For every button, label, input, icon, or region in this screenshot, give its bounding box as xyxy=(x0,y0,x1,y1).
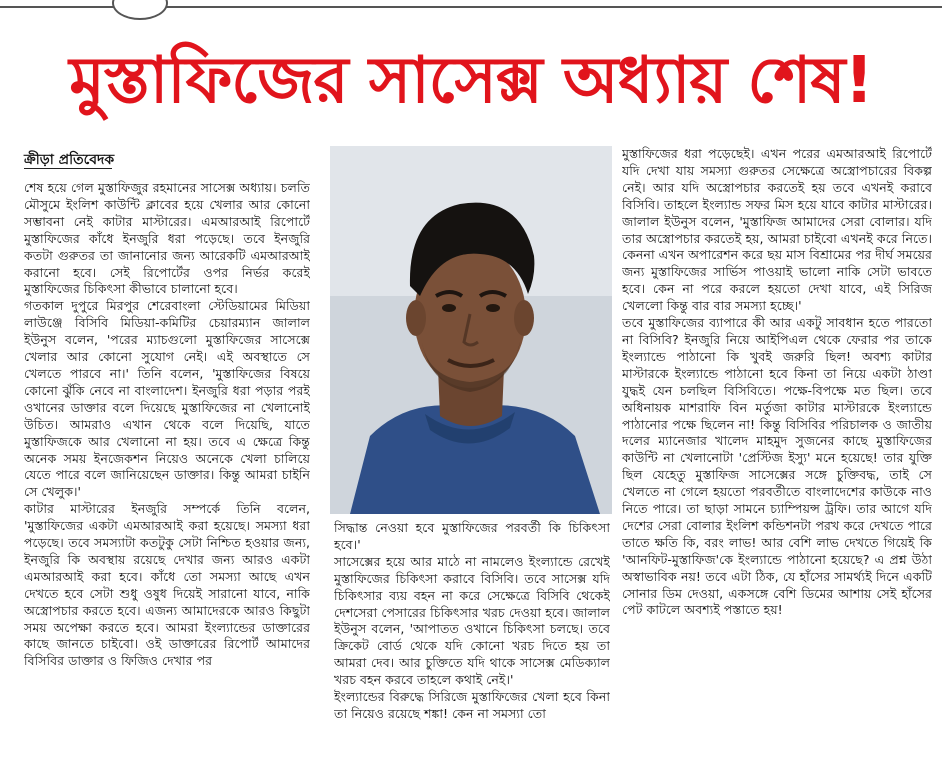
top-ornament xyxy=(112,0,168,20)
paragraph: কাটার মাস্টারের ইনজুরি সম্পর্কে তিনি বলেন, 'মুস্তাফিজের একটা এমআরআই করা হয়েছে। সমস্যা ধরা পড়েছে। তবে সমস্যাটা কতটুকু সেটা নিশ্চিত হওয়ার জন্য, ইনজুরি কি অবস্থায় রয়েছে দেখার জন্য আরও একটা এমআরআই করা হবে। কাঁধে তো সমস্যা আছে এখন দেখতে হবে সেটা শুধু ওষুধ দিয়েই সারানো যাবে, নাকি অস্ত্রোপচার করতে হবে। এজন্য আমাদেরকে আরও কিছুটা সময় অপেক্ষা করতে হবে। আমরা ইংল্যান্ডের ডাক্তারের কাছে জানতে চাইবো। ওই ডাক্তারের রিপোর্ট আমাদের বিসিবির ডাক্তার ও ফিজিও দেখার পর xyxy=(24,501,310,669)
paragraph: ইংল্যান্ডের বিরুদ্ধে সিরিজে মুস্তাফিজের খেলা হবে কিনা তা নিয়েও রয়েছে শঙ্কা! কেন না সমস্যা তো xyxy=(334,689,610,721)
player-portrait-illustration xyxy=(330,146,612,514)
paragraph: সাসেক্সের হয়ে আর মাঠে না নামলেও ইংল্যান্ডে রেখেই মুস্তাফিজের চিকিৎসা করাবে বিসিবি। তবে সাসেক্স যদি চিকিৎসার ব্যয় বহন না করে সেক্ষেত্রে বিসিবি থেকেই দেশসেরা পেসারের চিকিৎসার খরচ দেওয়া হবে। জালাল ইউনুস বলেন, 'আপাতত ওখানে চিকিৎসা চলছে। তবে ক্রিকেট বোর্ড থেকে যদি কোনো খরচ দিতে হয় তা আমরা দেব। আর চুক্তিতে যদি থাকে সাসেক্স মেডিক্যাল খরচ বহন করবে তাহলে কথাই নেই।' xyxy=(334,553,610,688)
paragraph: সিদ্ধান্ত নেওয়া হবে মুস্তাফিজের পরবর্তী কি চিকিৎসা হবে।' xyxy=(334,520,610,552)
paragraph: শেষ হয়ে গেল মুস্তাফিজুর রহমানের সাসেক্স অধ্যায়। চলতি মৌসুমে ইংলিশ কাউন্টি ক্লাবের হয়ে খেলার আর কোনো সম্ভাবনা নেই কাটার মাস্টারের। এমআরআই রিপোর্টে মুস্তাফিজের কাঁধে ইনজুরি ধরা পড়েছে। তবে ইনজুরি কতটা গুরুতর তা জানানোর জন্য আরেকটি এমআরআই করানো হবে। সেই রিপোর্টের ওপর নির্ভর করেই মুস্তাফিজের চিকিৎসা কীভাবে চালানো হবে। xyxy=(24,180,310,297)
article-column-2 xyxy=(334,520,610,766)
byline: ক্রীড়া প্রতিবেদক xyxy=(24,152,115,168)
paragraph: গতকাল দুপুরে মিরপুর শেরেবাংলা স্টেডিয়ামের মিডিয়া লাউঞ্জে বিসিবি মিডিয়া-কমিটির চেয়ারম্যান জালাল ইউনুস বলেন, 'পরের ম্যাচগুলো মুস্তাফিজের সাসেক্সে খেলার আর কোনো সুযোগ নেই। এই অবস্থাতে সে খেলতে পারবে না।' তিনি বলেন, 'মুস্তাফিজের বিষয়ে কোনো ঝুঁকি নেবে না বাংলাদেশ। ইনজুরি ধরা পড়ার পরই ওখানের ডাক্তার বলে দিয়েছে মুস্তাফিজের না খেলানোই উচিত। আমরাও এখান থেকে বলে দিয়েছি, যাতে মুস্তাফিজকে আর খেলানো না হয়। তবে এ ক্ষেত্রে কিন্তু অনেক সময় ইনজেকশন নিয়েও অনেকে খেলা চালিয়ে যেতে পারে বলে জানিয়েছেন ডাক্তার। কিন্তু আমরা চাইনি সে খেলুক।' xyxy=(24,298,310,500)
paragraph: মুস্তাফিজের ধরা পড়েছেই। এখন পরের এমআরআই রিপোর্টে যদি দেখা যায় সমস্যা গুরুতর সেক্ষেত্রে অস্ত্রোপচারের বিকল্প নেই। আর যদি অস্ত্রোপচার করতেই হয় তবে এখনই করাবে বিসিবি। তাহলে ইংল্যান্ড সফর মিস হয়ে যাবে কাটার মাস্টারের। জালাল ইউনুস বলেন, 'মুস্তাফিজ আমাদের সেরা বোলার। যদি তার অস্ত্রোপচার করতেই হয়, আমরা চাইবো এখনই করে নিতে। কেননা এখন অপারেশন করে ছয় মাস বিশ্রামের পর দীর্ঘ সময়ের জন্য মুস্তাফিজের সার্ভিস পাওয়াই ভালো নাকি সেটা ভাবতে হবে। কেন না পরে করলে হয়তো দেখা যাবে, এই সিরিজ খেললো কিন্তু বার বার সমস্যা হচ্ছে।' xyxy=(622,146,932,314)
headline: মুস্তাফিজের সাসেক্স অধ্যায় শেষ! xyxy=(69,44,873,118)
byline-underline xyxy=(24,168,112,169)
paragraph: তবে মুস্তাফিজের ব্যাপারে কী আর একটু সাবধান হতে পারতো না বিসিবি? ইনজুরি নিয়ে আইপিএল থেকে ফেরার পর তাকে ইংল্যান্ডে পাঠানো কি খুবই জরুরি ছিল! অবশ্য কাটার মাস্টারকে ইংল্যান্ডে পাঠানো হবে কিনা তা নিয়ে একটা ঠাণ্ডা যুদ্ধই যেন চলছিল বিসিবিতে। পক্ষে-বিপক্ষে মত ছিল। তবে অধিনায়ক মাশরাফি বিন মর্তুজা কাটার মাস্টারকে ইংল্যান্ডে পাঠানোর পক্ষে ছিলেন না! কিন্তু বিসিবির পরিচালক ও জাতীয় দলের ম্যানেজার খালেদ মাহমুদ সুজনের কাছে মুস্তাফিজের কাউন্টি না খেলানোটা 'প্রেস্টিজ ইস্যু' মনে হয়েছে! তার যুক্তি ছিল যেহেতু মুস্তাফিজ সাসেক্সের সঙ্গে চুক্তিবদ্ধ, তাই সে খেলতে না গেলে হয়তো পরবর্তীতে বাংলাদেশের কাউকে নাও নিতে পারে। তা ছাড়া সামনে চ্যাম্পিয়ন্স ট্রফি। তার আগে যদি দেশের সেরা বোলার ইংলিশ কন্ডিশনটা পরখ করে দেখতে পারে তাতে ক্ষতি কি, বরং লাভ! আর বেশি লাভ দেখতে গিয়েই কি 'আনফিট-মুস্তাফিজ'কে ইংল্যান্ডে পাঠানো হয়েছে? এ প্রশ্ন উঠা অস্বাভাবিক নয়! তবে এটা ঠিক, যে হাঁসের সামর্থ্যই দিনে একটি সোনার ডিম দেওয়া, একসঙ্গে বেশি ডিমের আশায় সেই হাঁসের পেট কাটলে অবশ্যই পস্তাতে হয়! xyxy=(622,315,932,618)
player-photo xyxy=(330,146,612,514)
article-column-1 xyxy=(24,180,310,766)
article-column-3 xyxy=(622,146,932,766)
